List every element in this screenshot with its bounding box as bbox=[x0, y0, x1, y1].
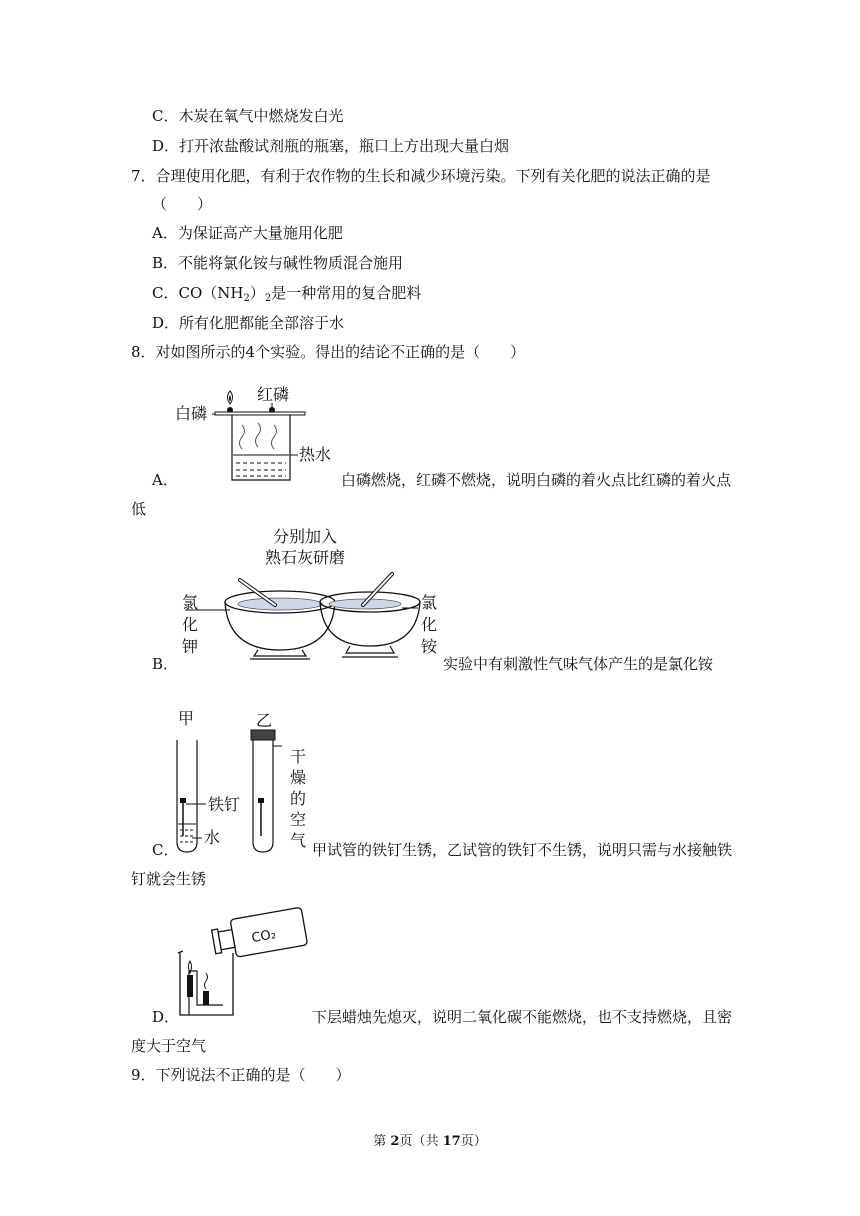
q8-b-text: 实验中有刺激性气味气体产生的是氯化铵 bbox=[443, 655, 714, 673]
label-dry-air-5: 气 bbox=[290, 831, 307, 850]
label-nh4cl-1: 氯 bbox=[421, 593, 438, 612]
page-footer: 第 2页（共 17页） bbox=[373, 1134, 487, 1149]
q7-stem: 7．合理使用化肥，有利于农作物的生长和减少环境污染。下列有关化肥的说法正确的是 bbox=[131, 167, 711, 185]
label-dry-air-2: 燥 bbox=[290, 768, 307, 787]
label-nh4cl-3: 铵 bbox=[421, 637, 438, 656]
label-grind-slaked-lime: 熟石灰研磨 bbox=[265, 548, 346, 567]
q8-d-continuation: 度大于空气 bbox=[131, 1037, 207, 1055]
figure-b-mortars bbox=[180, 522, 442, 666]
label-nh4cl-2: 化 bbox=[421, 615, 438, 634]
label-yi: 乙 bbox=[256, 711, 273, 730]
label-add-separately: 分别加入 bbox=[273, 527, 338, 546]
q8-c-letter: C． bbox=[152, 841, 179, 859]
label-water: 水 bbox=[204, 828, 221, 847]
label-dry-air-1: 干 bbox=[290, 747, 307, 766]
q7-option-d: D．所有化肥都能全部溶于水 bbox=[152, 314, 345, 332]
label-dry-air-3: 的 bbox=[290, 789, 307, 808]
label-jia: 甲 bbox=[178, 709, 195, 728]
q8-a-text: 白磷燃烧，红磷不燃烧，说明白磷的着火点比红磷的着火点 bbox=[341, 471, 732, 489]
label-red-phosphorus: 红磷 bbox=[257, 385, 290, 404]
figure-d-co2-candles bbox=[175, 903, 315, 1021]
q8-b-letter: B． bbox=[152, 655, 179, 673]
q7-paren: （ ） bbox=[152, 195, 213, 213]
q7-option-c: C．$CO(NH_2)_2$是一种常用的复合肥料 bbox=[152, 284, 422, 304]
q8-a-continuation: 低 bbox=[131, 500, 147, 518]
q8-a-letter: A． bbox=[152, 471, 178, 489]
q8-d-letter: D． bbox=[152, 1008, 180, 1026]
label-hot-water: 热水 bbox=[299, 445, 332, 464]
q8-c-text: 甲试管的铁钉生锈，乙试管的铁钉不生锈，说明只需与水接触铁 bbox=[312, 841, 733, 859]
page-total: 17 bbox=[442, 1134, 461, 1149]
figure-a-phosphorus bbox=[170, 383, 340, 489]
figure-c-iron-nails bbox=[172, 706, 312, 856]
q8-stem: 8．对如图所示的4个实验。得出的结论不正确的是（ ） bbox=[131, 343, 526, 361]
q8-c-continuation: 钉就会生锈 bbox=[131, 870, 207, 888]
label-white-phosphorus: 白磷 bbox=[175, 404, 208, 423]
label-iron-nail: 铁钉 bbox=[208, 795, 241, 814]
label-kcl-2: 化 bbox=[182, 615, 199, 634]
q8-d-text: 下层蜡烛先熄灭，说明二氧化碳不能燃烧，也不支持燃烧，且密 bbox=[312, 1008, 733, 1026]
label-kcl-1: 氯 bbox=[182, 593, 199, 612]
label-kcl-3: 钾 bbox=[182, 637, 199, 656]
q6-option-c: C．木炭在氧气中燃烧发白光 bbox=[152, 107, 344, 125]
q7-option-a: A．为保证高产大量施用化肥 bbox=[152, 224, 343, 242]
q7-option-b: B．不能将氯化铵与碱性物质混合施用 bbox=[152, 254, 404, 272]
q6-option-d: D．打开浓盐酸试剂瓶的瓶塞，瓶口上方出现大量白烟 bbox=[152, 137, 510, 155]
label-dry-air-4: 空 bbox=[290, 810, 307, 829]
page-number: 2 bbox=[390, 1134, 400, 1149]
label-co2: CO₂ bbox=[250, 927, 278, 947]
q9-stem: 9．下列说法不正确的是（ ） bbox=[131, 1066, 351, 1084]
